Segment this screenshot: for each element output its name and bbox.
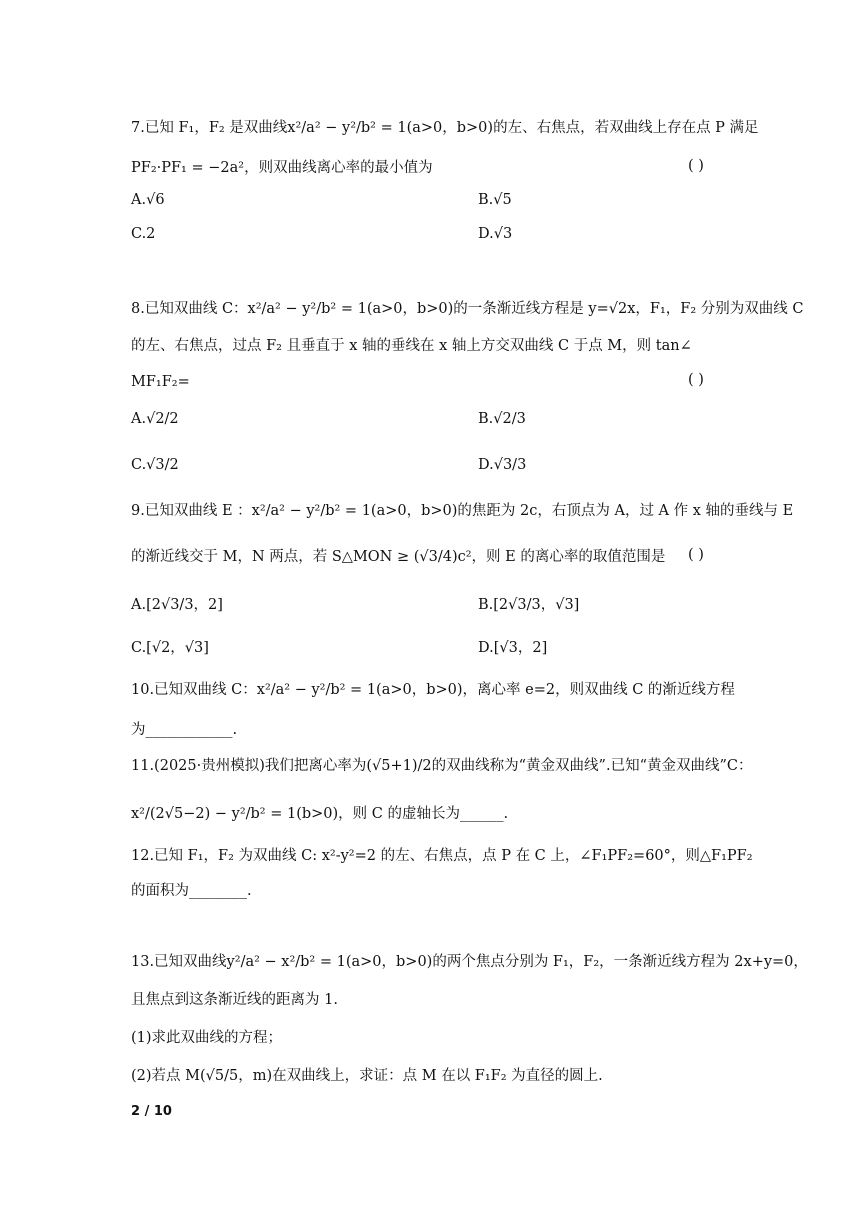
q13-line-4: (2)若点 M(√5/5，m)在双曲线上，求证：点 M 在以 F₁F₂ 为直径的圆上. xyxy=(131,1068,603,1084)
q8-line-2: 的左、右焦点，过点 F₂ 且垂直于 x 轴的垂线在 x 轴上方交双曲线 C 于点 M，则 tan∠ xyxy=(131,338,692,354)
q7-option-b: B.√5 xyxy=(478,192,512,208)
q8-option-c: C.√3/2 xyxy=(131,457,179,473)
page-number: 2 / 10 xyxy=(131,1104,172,1119)
q7-answer-paren: ( ) xyxy=(688,158,704,174)
q9-option-b: B.[2√3/3，√3] xyxy=(478,597,580,613)
q8-line-1: 8.已知双曲线 C：x²/a² − y²/b² = 1(a>0，b>0)的一条渐近线方程是 y=√2x，F₁，F₂ 分别为双曲线 C xyxy=(131,301,804,317)
q9-option-d: D.[√3，2] xyxy=(478,640,548,656)
q12-line-2: 的面积为________. xyxy=(131,883,252,899)
q10-line-2: 为____________. xyxy=(131,722,238,738)
q8-option-a: A.√2/2 xyxy=(131,411,179,427)
q7-option-a: A.√6 xyxy=(131,192,165,208)
q9-option-a: A.[2√3/3，2] xyxy=(131,597,223,613)
q8-answer-paren: ( ) xyxy=(688,372,704,388)
q7-line-2: PF₂·PF₁ = −2a²，则双曲线离心率的最小值为 xyxy=(131,160,433,176)
q11-line-2: x²/(2√5−2) − y²/b² = 1(b>0)，则 C 的虚轴长为______. xyxy=(131,806,509,822)
q8-option-b: B.√2/3 xyxy=(478,411,526,427)
q12-line-1: 12.已知 F₁，F₂ 为双曲线 C: x²-y²=2 的左、右焦点，点 P 在 C 上，∠F₁PF₂=60°，则△F₁PF₂ xyxy=(131,848,753,864)
q9-answer-paren: ( ) xyxy=(688,547,704,563)
q11-line-1: 11.(2025·贵州模拟)我们把离心率为(√5+1)/2的双曲线称为“黄金双曲线”.已知“黄金双曲线”C： xyxy=(131,758,753,774)
q7-option-d: D.√3 xyxy=(478,226,513,242)
q10-line-1: 10.已知双曲线 C：x²/a² − y²/b² = 1(a>0，b>0)，离心率 e=2，则双曲线 C 的渐近线方程 xyxy=(131,682,735,698)
q13-line-2: 且焦点到这条渐近线的距离为 1. xyxy=(131,992,338,1008)
q8-line-3: MF₁F₂= xyxy=(131,374,190,390)
q7-line-1: 7.已知 F₁，F₂ 是双曲线x²/a² − y²/b² = 1(a>0，b>0)的左、右焦点，若双曲线上存在点 P 满足 xyxy=(131,120,759,136)
q13-line-3: (1)求此双曲线的方程； xyxy=(131,1030,283,1046)
q8-option-d: D.√3/3 xyxy=(478,457,527,473)
q9-option-c: C.[√2，√3] xyxy=(131,640,209,656)
q9-line-2: 的渐近线交于 M，N 两点，若 S△MON ≥ (√3/4)c²，则 E 的离心率的取值范围是 xyxy=(131,549,666,565)
q7-option-c: C.2 xyxy=(131,226,156,242)
q9-line-1: 9.已知双曲线 E ：x²/a² − y²/b² = 1(a>0，b>0)的焦距为 2c，右顶点为 A，过 A 作 x 轴的垂线与 E xyxy=(131,503,794,519)
q13-line-1: 13.已知双曲线y²/a² − x²/b² = 1(a>0，b>0)的两个焦点分别为 F₁，F₂，一条渐近线方程为 2x+y=0， xyxy=(131,954,808,970)
